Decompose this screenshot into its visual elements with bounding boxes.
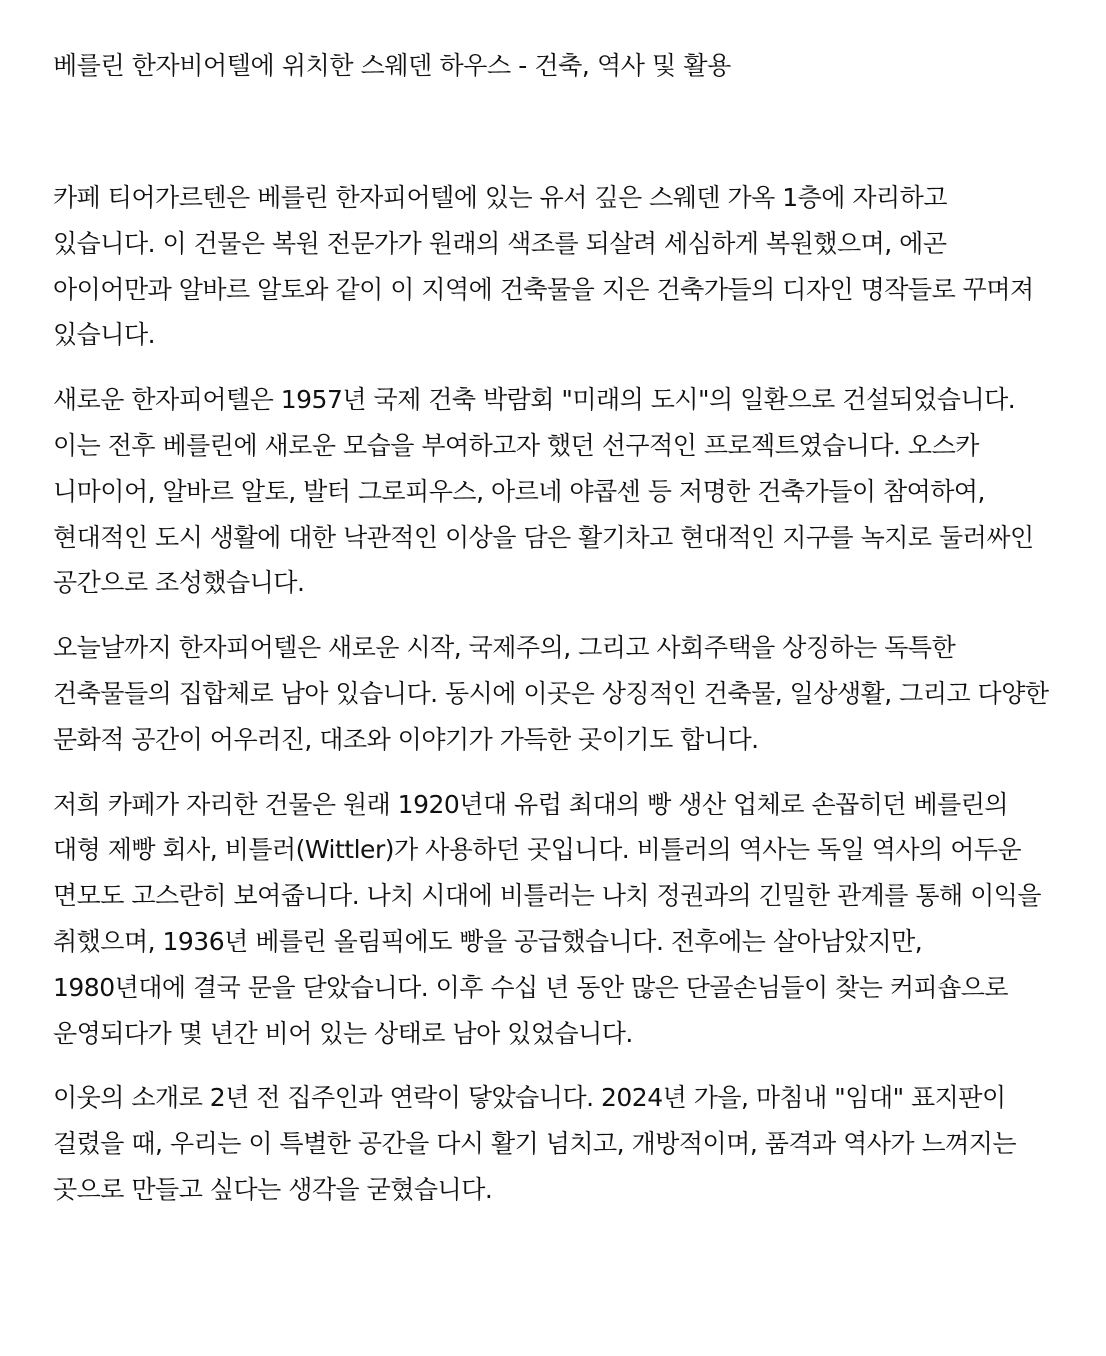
paragraph-building: 저희 카페가 자리한 건물은 원래 1920년대 유럽 최대의 빵 생산 업체로 손꼽히던 베를린의 대형 제빵 회사, 비틀러(Wittler)가 사용하던 곳입니다. 비틀러의 역사는 독일 역사의 어두운 면모도 고스란히 보여줍니다. 나치 시대에 비틀러는 나치 정권과의 긴밀한 관계를 통해 이익을 취했으며, 1936년 베를린 올림픽에도 빵을 공급했습니다. 전후에는 살아남았지만, 1980년대에 결국 문을 닫았습니다. 이후 수십 년 동안 많은 단골손님들이 찾는 커피숍으로 운영되다가 몇 년간 비어 있는 상태로 남아 있었습니다. <box>53 789 1042 1048</box>
article <box>53 46 1053 1232</box>
paragraph-history: 새로운 한자피어텔은 1957년 국제 건축 박람회 "미래의 도시"의 일환으로 건설되었습니다. 이는 전후 베를린에 새로운 모습을 부여하고자 했던 선구적인 프로젝트였습니다. 오스카 니마이어, 알바르 알토, 발터 그로피우스, 아르네 야콥센 등 저명한 건축가들이 참여하여, 현대적인 도시 생활에 대한 낙관적인 이상을 담은 활기차고 현대적인 지구를 녹지로 둘러싸인 공간으로 조성했습니다. <box>53 385 1034 598</box>
paragraph-today: 오늘날까지 한자피어텔은 새로운 시작, 국제주의, 그리고 사회주택을 상징하는 독특한 건축물들의 집합체로 남아 있습니다. 동시에 이곳은 상징적인 건축물, 일상생활, 그리고 다양한 문화적 공간이 어우러진, 대조와 이야기가 가득한 곳이기도 합니다. <box>53 633 1049 754</box>
article-body <box>53 175 1053 1213</box>
paragraph-lease: 이웃의 소개로 2년 전 집주인과 연락이 닿았습니다. 2024년 가을, 마침내 "임대" 표지판이 걸렸을 때, 우리는 이 특별한 공간을 다시 활기 넘치고, 개방적이며, 품격과 역사가 느껴지는 곳으로 만들고 싶다는 생각을 굳혔습니다. <box>53 1083 1017 1204</box>
paragraph-intro: 카페 티어가르텐은 베를린 한자피어텔에 있는 유서 깊은 스웨덴 가옥 1층에 자리하고 있습니다. 이 건물은 복원 전문가가 원래의 색조를 되살려 세심하게 복원했으며, 에곤 아이어만과 알바르 알토와 같이 이 지역에 건축물을 지은 건축가들의 디자인 명작들로 꾸며져 있습니다. <box>53 183 1034 350</box>
article-title: 베를린 한자비어텔에 위치한 스웨덴 하우스 - 건축, 역사 및 활용 <box>53 51 731 80</box>
